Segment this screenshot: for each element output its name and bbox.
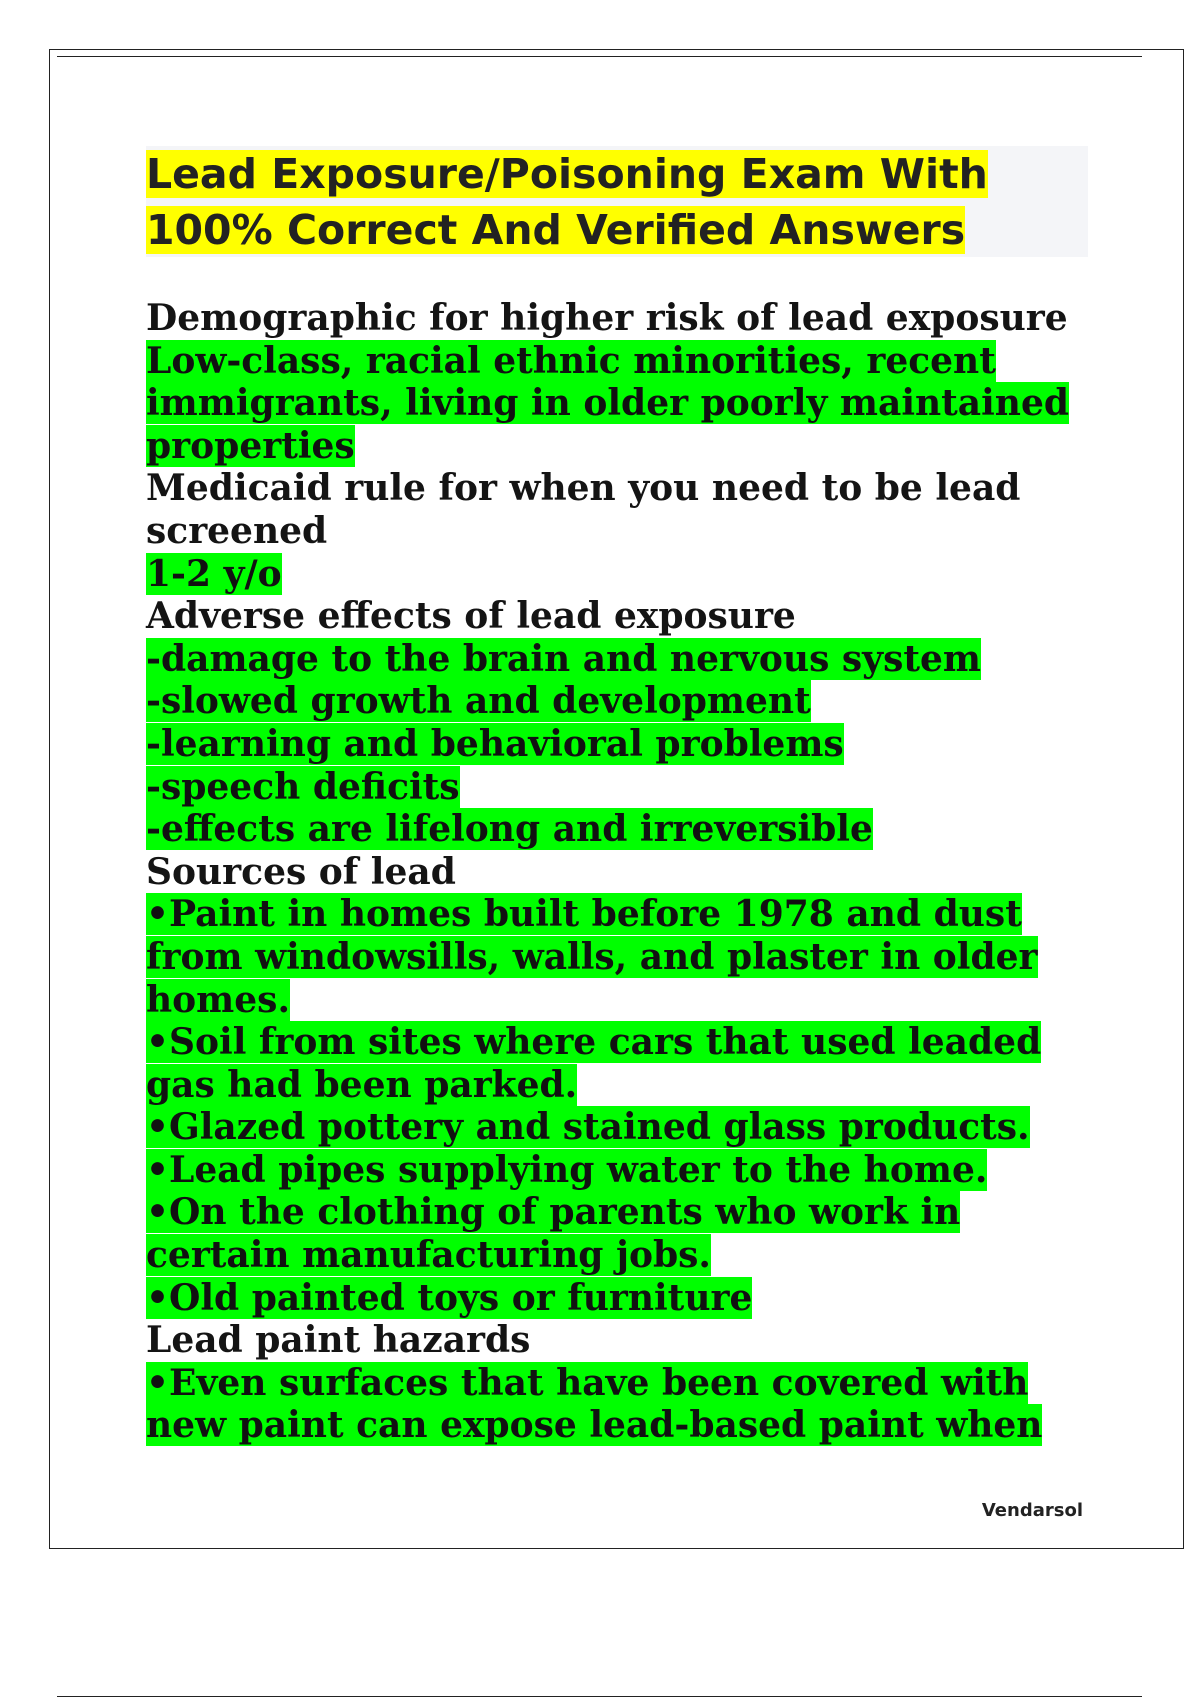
- answer-text: •Lead pipes supplying water to the home.: [146, 1148, 988, 1191]
- answer-text: •Soil from sites where cars that used leaded gas had been parked.: [146, 1021, 1042, 1106]
- answer-text: -speech deficits: [146, 765, 460, 808]
- question-text: Medicaid rule for when you need to be lead screened: [146, 467, 1021, 552]
- question-text: Demographic for higher risk of lead exposure: [146, 297, 1068, 339]
- answer-text: 1-2 y/o: [146, 552, 282, 595]
- footer-brand: Vendarsol: [981, 1500, 1083, 1521]
- answer-text: -damage to the brain and nervous system: [146, 637, 981, 680]
- question-text: Adverse effects of lead exposure: [146, 595, 796, 638]
- bottom-rule: [57, 1696, 1142, 1697]
- answer-text: Low-class, racial ethnic minorities, recent immigrants, living in older poorly maintained properties: [146, 339, 1070, 467]
- answer-text: •Even surfaces that have been covered with new paint can expose lead-based paint when: [146, 1361, 1043, 1447]
- answer-text: -effects are lifelong and irreversible: [146, 808, 873, 851]
- document-title: [146, 146, 1088, 257]
- answer-text: -slowed growth and development: [146, 680, 811, 723]
- answer-text: •Old painted toys or furniture: [146, 1276, 753, 1319]
- answer-text: •Paint in homes built before 1978 and dust from windowsills, walls, and plaster in older homes.: [146, 893, 1038, 1021]
- answer-text: •Glazed pottery and stained glass products.: [146, 1106, 1030, 1149]
- title-line-1: Lead Exposure/Poisoning Exam With: [146, 150, 988, 198]
- answer-text: •On the clothing of parents who work in certain manufacturing jobs.: [146, 1191, 961, 1277]
- title-line-2: 100% Correct And Verified Answers: [146, 206, 966, 254]
- question-text: Sources of lead: [146, 850, 456, 893]
- question-text: Lead paint hazards: [146, 1319, 531, 1362]
- qa-content: [146, 297, 1096, 1447]
- answer-text: -learning and behavioral problems: [146, 722, 844, 765]
